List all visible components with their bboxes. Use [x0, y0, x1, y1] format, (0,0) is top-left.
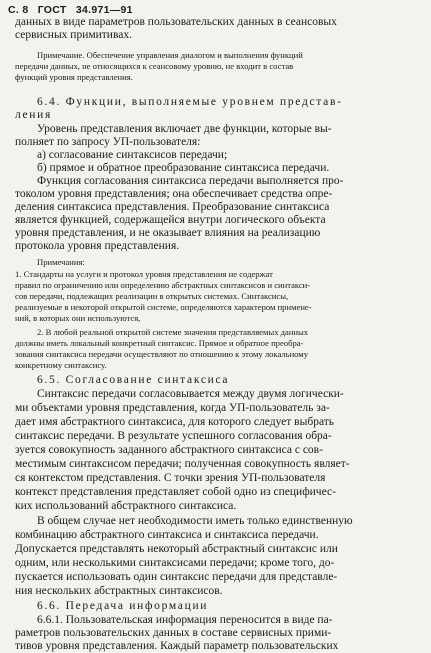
body-line: деления синтаксиса представления. Преобразование синтаксиса: [15, 201, 330, 213]
body-line: 6.6.1. Пользовательская информация переносится в виде па-: [37, 614, 333, 626]
section-heading: 6.5. Согласование синтаксиса: [37, 374, 230, 386]
body-line: Синтаксис передачи согласовывается между двумя логически-: [37, 388, 344, 400]
note-line: ний, в которых они используются,: [15, 313, 141, 323]
body-line: дает имя абстрактного синтаксиса, для которого следует выбрать: [15, 416, 335, 428]
note-line: 1. Стандарты на услуги и протокол уровня представления не содержат: [15, 269, 273, 279]
page-header: [8, 4, 139, 16]
body-line: зуется совокупность заданного абстрактного синтаксиса с сов-: [15, 444, 323, 456]
notes-heading: Примечания:: [37, 257, 85, 267]
body-line: пускается использовать один синтаксис передачи для представле-: [15, 571, 338, 583]
section-heading: 6.6. Передача информации: [37, 600, 209, 612]
body-line: Уровень представления включает две функции, которые вы-: [37, 123, 332, 135]
note-line: конкретному синтаксису.: [15, 360, 107, 370]
section-heading: 6.4. Функции, выполняемые уровнем представ-: [37, 96, 343, 108]
note-line: сов передачи, подлежащих реализации в открытых системах. Синтаксисы,: [15, 291, 289, 301]
body-line: б) прямое и обратное преобразование синтаксиса передачи.: [37, 162, 330, 174]
body-line: ми объектами уровня представления, когда УП-пользователь за-: [15, 402, 330, 414]
body-line: является функцией, содержащейся внутри логического объекта: [15, 214, 326, 226]
body-line: местимым синтаксисом передачи; полученная совокупность являет-: [15, 458, 350, 470]
body-line: тивов уровня представления. Каждый параметр пользовательских: [15, 640, 339, 652]
note-line: зования синтаксиса передачи осуществляют по отношению к этому локальному: [15, 349, 309, 359]
note-line: реализуемые в некоторой открытой системе, определяются характером примене-: [15, 302, 312, 312]
body-line: ния нескольких абстрактных синтаксисов.: [15, 585, 223, 597]
note-line: передачи данных, не относящихся к сеансовому уровню, не входит в состав: [15, 61, 294, 71]
body-line: В общем случае нет необходимости иметь только единственную: [37, 515, 353, 527]
body-line: контекст представления представляет собой одно из специфичес-: [15, 486, 336, 498]
note-line: правил по ограничению или определению абстрактных синтаксисов и синтакси-: [15, 280, 311, 290]
body-line: ся контекстом представления. С точки зрения УП-пользователя: [15, 472, 326, 484]
body-line: раметров пользовательских данных в составе сервисных прими-: [15, 627, 332, 639]
body-line: ких использований абстрактного синтаксиса.: [15, 500, 237, 512]
body-line: сервисных примитивах.: [15, 29, 132, 41]
page-number: С. 8: [8, 4, 29, 16]
body-line: одним, или несколькими синтаксисами передачи; кроме того, до-: [15, 557, 335, 569]
section-heading: ления: [15, 109, 52, 121]
note-line: 2. В любой реальной открытой системе значения представляемых данных: [37, 327, 309, 337]
note-line: функций уровня представления.: [15, 72, 133, 82]
standard-code: 34.971—91: [75, 4, 133, 16]
standard-label: ГОСТ: [37, 4, 67, 16]
body-line: Допускается представлять некоторый абстрактный синтаксис или: [15, 543, 338, 555]
body-line: протокола уровня представления.: [15, 240, 180, 252]
body-line: полняет по запросу УП-пользователя:: [15, 136, 201, 148]
body-line: уровня представления, и не оказывает влияния на реализацию: [15, 227, 321, 239]
note-line: должны иметь локальный конкретный синтаксис. Прямое и обратное преобра-: [15, 338, 304, 348]
body-line: данных в виде параметров пользовательских данных в сеансовых: [15, 16, 337, 28]
body-line: синтаксис передачи. В результате успешного согласования обра-: [15, 430, 332, 442]
body-line: а) согласование синтаксисов передачи;: [37, 149, 228, 161]
note-line: Примечание. Обеспечение управления диалогом и выполнения функций: [37, 50, 303, 60]
body-line: токолом уровня представления; она обеспечивает средства опре-: [15, 188, 333, 200]
body-line: Функция согласования синтаксиса передачи выполняется про-: [37, 175, 344, 187]
body-line: комбинацию абстрактного синтаксиса и синтаксиса передачи.: [15, 529, 319, 541]
